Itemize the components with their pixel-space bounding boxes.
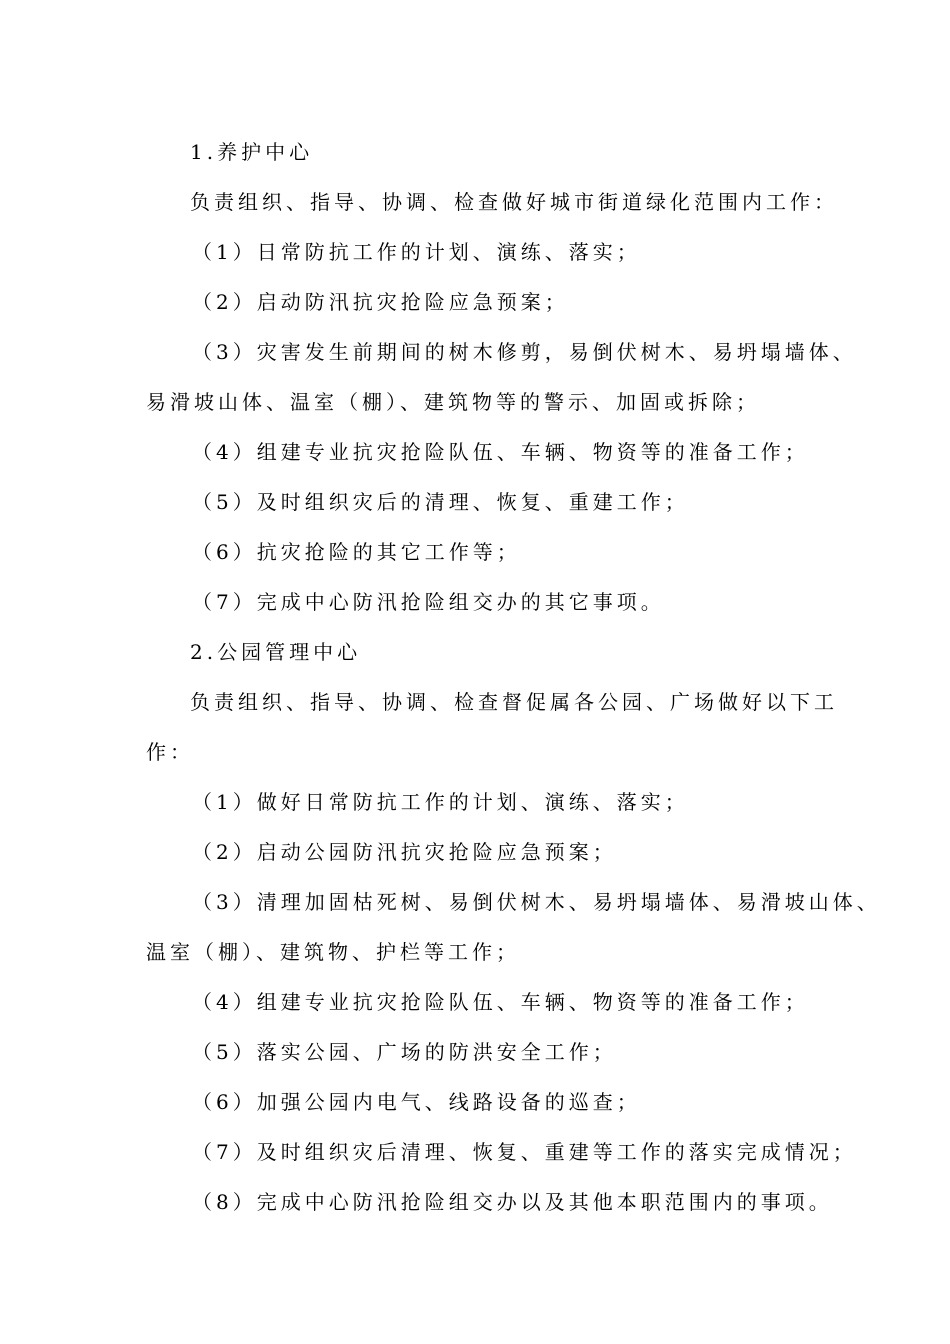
list-item: （8）完成中心防汛抢险组交办以及其他本职范围内的事项。 [192,1190,833,1214]
list-item: （3）灾害发生前期间的树木修剪，易倒伏树木、易坍塌墙体、 [192,340,857,364]
list-item: （5）及时组织灾后的清理、恢复、重建工作； [192,490,689,514]
list-item: （7）完成中心防汛抢险组交办的其它事项。 [192,590,665,614]
list-item: （4）组建专业抗灾抢险队伍、车辆、物资等的准备工作； [192,990,809,1014]
list-item: （2）启动防汛抗灾抢险应急预案； [192,290,569,314]
list-item: （4）组建专业抗灾抢险队伍、车辆、物资等的准备工作； [192,440,809,464]
list-item: （7）及时组织灾后清理、恢复、重建等工作的落实完成情况； [192,1140,857,1164]
list-item: （2）启动公园防汛抗灾抢险应急预案； [192,840,617,864]
list-item-continuation: 温室（棚）、建筑物、护栏等工作； [146,940,520,964]
list-item: （6）加强公园内电气、线路设备的巡查； [192,1090,641,1114]
list-item: （6）抗灾抢险的其它工作等； [192,540,521,564]
section-intro: 负责组织、指导、协调、检查做好城市街道绿化范围内工作： [190,190,838,214]
list-item: （3）清理加固枯死树、易倒伏树木、易坍塌墙体、易滑坡山体、 [192,890,881,914]
section-intro-continuation: 作： [146,740,194,764]
section-heading: 1.养护中心 [190,140,314,164]
list-item: （1）做好日常防抗工作的计划、演练、落实； [192,790,689,814]
section-intro: 负责组织、指导、协调、检查督促属各公园、广场做好以下工 [190,690,838,714]
list-item: （5）落实公园、广场的防洪安全工作； [192,1040,617,1064]
list-item-continuation: 易滑坡山体、温室（棚）、建筑物等的警示、加固或拆除； [146,390,760,414]
list-item: （1）日常防抗工作的计划、演练、落实； [192,240,641,264]
section-heading: 2.公园管理中心 [190,640,362,664]
